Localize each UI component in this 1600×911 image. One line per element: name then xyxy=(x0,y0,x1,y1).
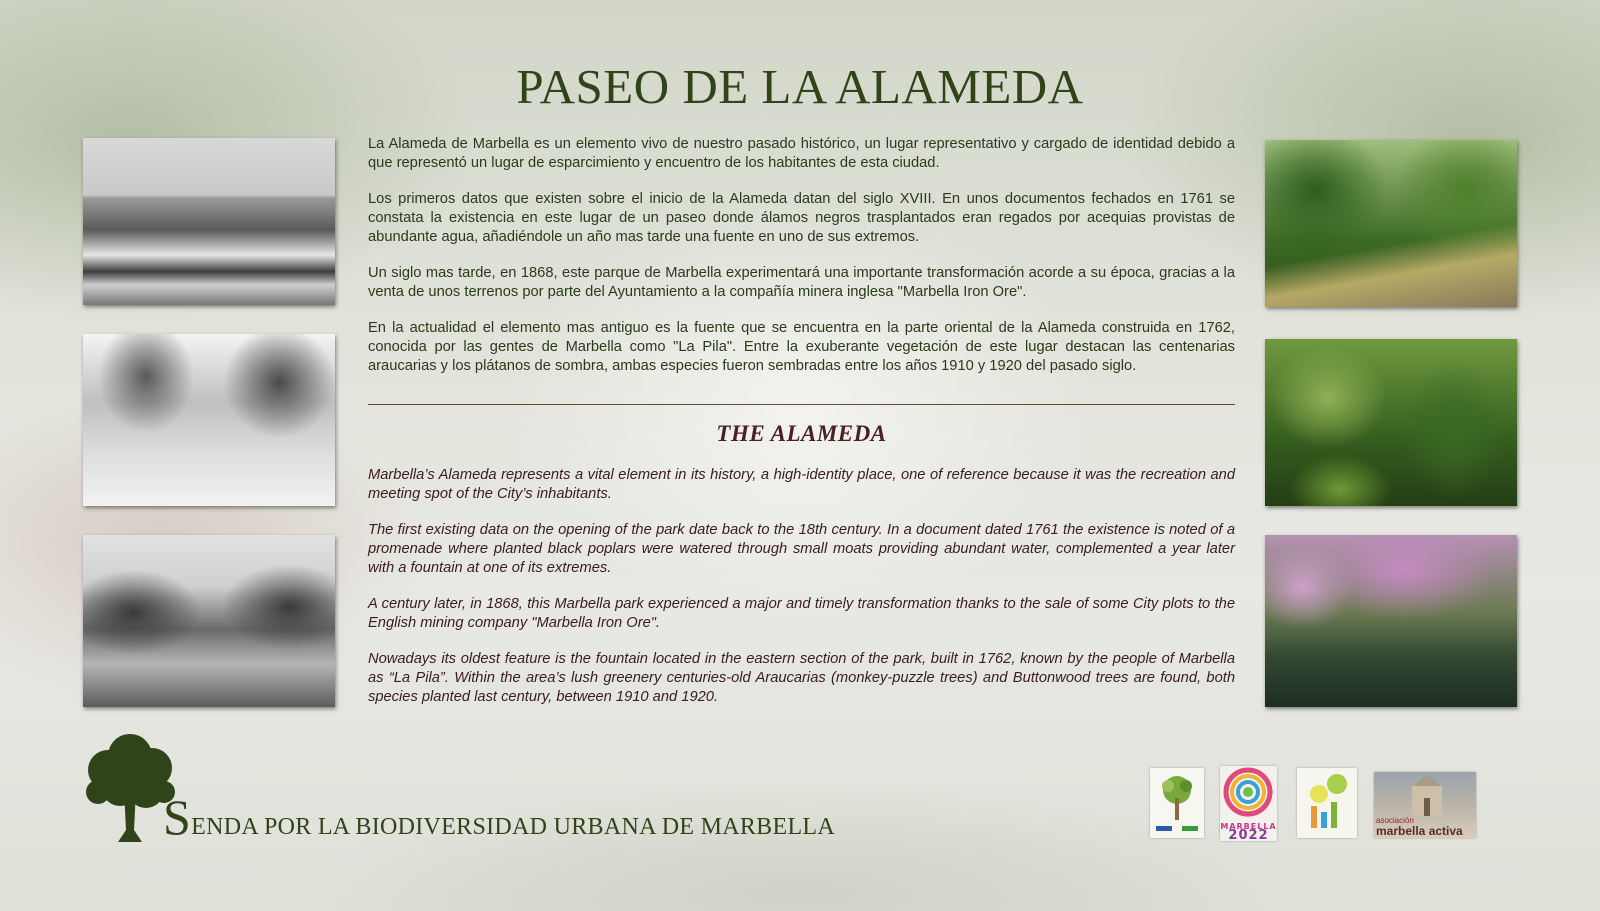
spanish-paragraph: Un siglo mas tarde, en 1868, este parque de Marbella experimentará una importante transformación acorde a su época, gracias a la venta de unos terrenos por parte del Ayuntamiento a la compañía minera inglesa "Marbella Iron Ore". xyxy=(368,265,1235,300)
logo-asociacion-small: asociación xyxy=(1376,816,1414,825)
spanish-paragraph: La Alameda de Marbella es un elemento vivo de nuestro pasado histórico, un lugar representativo y cargado de identidad debido a que representó un lugar de esparcimiento y encuentro de los habitantes de esta ciudad. xyxy=(368,136,1235,171)
logo-asociacion-big: marbella activa xyxy=(1376,824,1463,838)
logo-marbella-2022 xyxy=(1220,766,1277,841)
logo-2022-line1: MARBELLA xyxy=(1220,822,1277,831)
historic-photo-pier xyxy=(83,138,335,305)
english-paragraph: Nowadays its oldest feature is the fountain located in the eastern section of the park, built in 1762, known by the people of Marbella as “La Pila”. Within the area’s lush greenery centuries-old Araucarias (monkey-puzzle trees) and Buttonwood trees are found, both species planted last century, between 1910 and 1920. xyxy=(368,651,1235,705)
footer-initial: S xyxy=(163,789,192,845)
footer-trail-name xyxy=(163,789,836,845)
logo-tree-municipal xyxy=(1150,768,1204,838)
section-divider xyxy=(368,404,1235,405)
historic-photo-fountain xyxy=(83,535,335,707)
page-title: PASEO DE LA ALAMEDA xyxy=(516,59,1084,114)
footer-rest: ENDA POR LA BIODIVERSIDAD URBANA DE MARBELLA xyxy=(191,814,836,840)
english-text-block xyxy=(368,466,1235,724)
english-title: THE ALAMEDA xyxy=(716,421,887,446)
spanish-paragraph: Los primeros datos que existen sobre el inicio de la Alameda datan del siglo XVIII. En unos documentos fechados en 1761 se constata la existencia en este lugar de un paseo donde álamos negros trasplantados eran regados por acequias provistas de abundante agua, añadiéndole un año mas tarde una fuente en uno de sus extremos. xyxy=(368,191,1235,245)
historic-photo-promenade-people xyxy=(83,334,335,506)
photo-fountain-blossom xyxy=(1265,535,1517,707)
english-paragraph: Marbella’s Alameda represents a vital element in its history, a high-identity place, one of reference because it was the recreation and meeting spot of the City’s inhabitants. xyxy=(368,467,1235,502)
english-paragraph: The first existing data on the opening of the park date back to the 18th century. In a document dated 1761 the existence is noted of a promenade where planted black poplars were watered through small moats providing abundant water, complemented a year later with a fountain at one of its extremes. xyxy=(368,522,1235,576)
spanish-paragraph: En la actualidad el elemento mas antiguo es la fuente que se encuentra en la parte oriental de la Alameda construida en 1762, conocida por las gentes de Marbella como "La Pila". Entre la exuberante vegetación de este lugar destacan las centenarias araucarias y los plátanos de sombra, ambas especies fueron sembradas entre los años 1910 y 1920 del pasado siglo. xyxy=(368,320,1235,374)
logo-2022-line2: 2022 xyxy=(1228,828,1269,843)
spanish-text-block xyxy=(368,135,1235,393)
photo-alameda-path xyxy=(1265,140,1517,307)
logo-children-nature xyxy=(1297,768,1357,838)
english-paragraph: A century later, in 1868, this Marbella park experienced a major and timely transformation thanks to the sale of some City plots to the English mining company "Marbella Iron Ore". xyxy=(368,596,1235,631)
photo-garden-statue xyxy=(1265,339,1517,506)
logo-asociacion-marbella-activa xyxy=(1374,772,1476,838)
